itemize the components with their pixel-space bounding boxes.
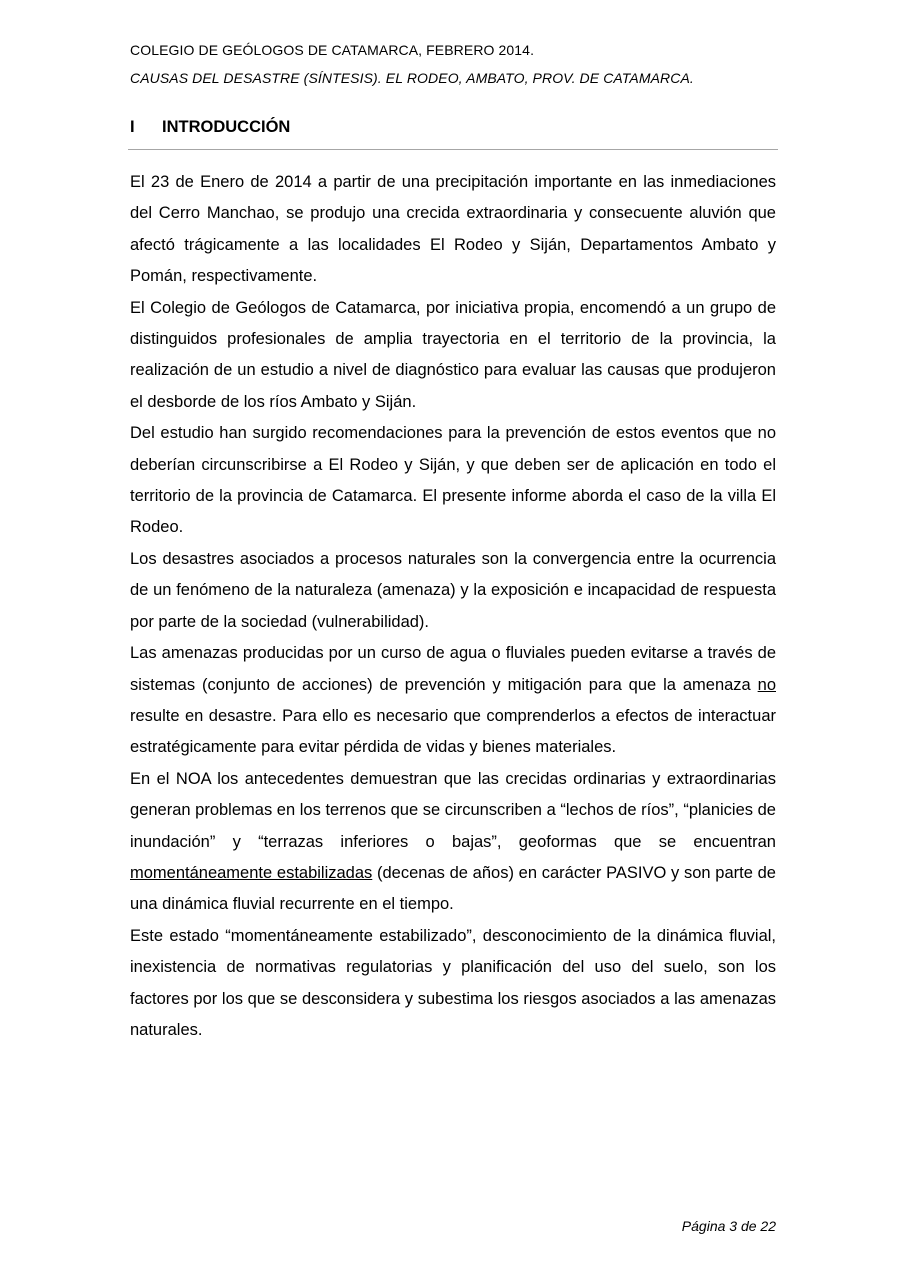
paragraph-6-underlined: momentáneamente estabilizadas	[130, 863, 373, 882]
paragraph-1: El 23 de Enero de 2014 a partir de una precipitación importante en las inmediaciones del Cerro Manchao, se produjo una crecida extraordinaria y consecuente aluvión que afectó trágicamente a las localidades El Rodeo y Siján, Departamentos Ambato y Pomán, respectivamente.	[130, 173, 776, 286]
paragraph-5-underlined: no	[757, 675, 776, 694]
paragraph-3: Del estudio han surgido recomendaciones para la prevención de estos eventos que no deberían circunscribirse a El Rodeo y Siján, y que deben ser de aplicación en todo el territorio de la provincia de Catamarca. El presente informe aborda el caso de la villa El Rodeo.	[130, 424, 776, 537]
paragraph-5-text-before: Las amenazas producidas por un curso de agua o fluviales pueden evitarse a través de sistemas (conjunto de acciones) de prevención y mitigación para que la amenaza	[130, 644, 776, 694]
body-text	[130, 167, 776, 1046]
header-report-title: CAUSAS DEL DESASTRE (SÍNTESIS). EL RODEO, AMBATO, PROV. DE CATAMARCA.	[130, 70, 694, 86]
section-number: I	[130, 118, 135, 136]
paragraph-6-text-after: (decenas de años) en carácter PASIVO y son parte de una dinámica fluvial recurrente en el tiempo.	[130, 863, 776, 914]
header-institution: COLEGIO DE GEÓLOGOS DE CATAMARCA, FEBRERO 2014.	[130, 42, 535, 58]
paragraph-5	[130, 638, 776, 764]
page-number: Página 3 de 22	[681, 1218, 776, 1234]
heading-divider	[128, 149, 778, 150]
paragraph-6-text-before: En el NOA los antecedentes demuestran que las crecidas ordinarias y extraordinarias generan problemas en los terrenos que se circunscriben a “lechos de ríos”, “planicies de inundación” y “terrazas inferiores o bajas”, geoformas que se encuentran	[130, 769, 776, 851]
paragraph-5-text-after: resulte en desastre. Para ello es necesario que comprenderlos a efectos de interactuar estratégicamente para evitar pérdida de vidas y bienes materiales.	[130, 706, 776, 757]
paragraph-6	[130, 764, 776, 921]
paragraph-4: Los desastres asociados a procesos naturales son la convergencia entre la ocurrencia de un fenómeno de la naturaleza (amenaza) y la exposición e incapacidad de respuesta por parte de la sociedad (vulnerabilidad).	[130, 549, 776, 631]
section-title: INTRODUCCIÓN	[162, 118, 291, 136]
section-heading	[130, 118, 290, 137]
paragraph-2: El Colegio de Geólogos de Catamarca, por iniciativa propia, encomendó a un grupo de distinguidos profesionales de amplia trayectoria en el territorio de la provincia, la realización de un estudio a nivel de diagnóstico para evaluar las causas que produjeron el desborde de los ríos Ambato y Siján.	[130, 298, 776, 411]
paragraph-7: Este estado “momentáneamente estabilizado”, desconocimiento de la dinámica fluvial, inexistencia de normativas regulatorias y planificación del uso del suelo, son los factores por los que se desconsidera y subestima los riesgos asociados a las amenazas naturales.	[130, 926, 776, 1039]
